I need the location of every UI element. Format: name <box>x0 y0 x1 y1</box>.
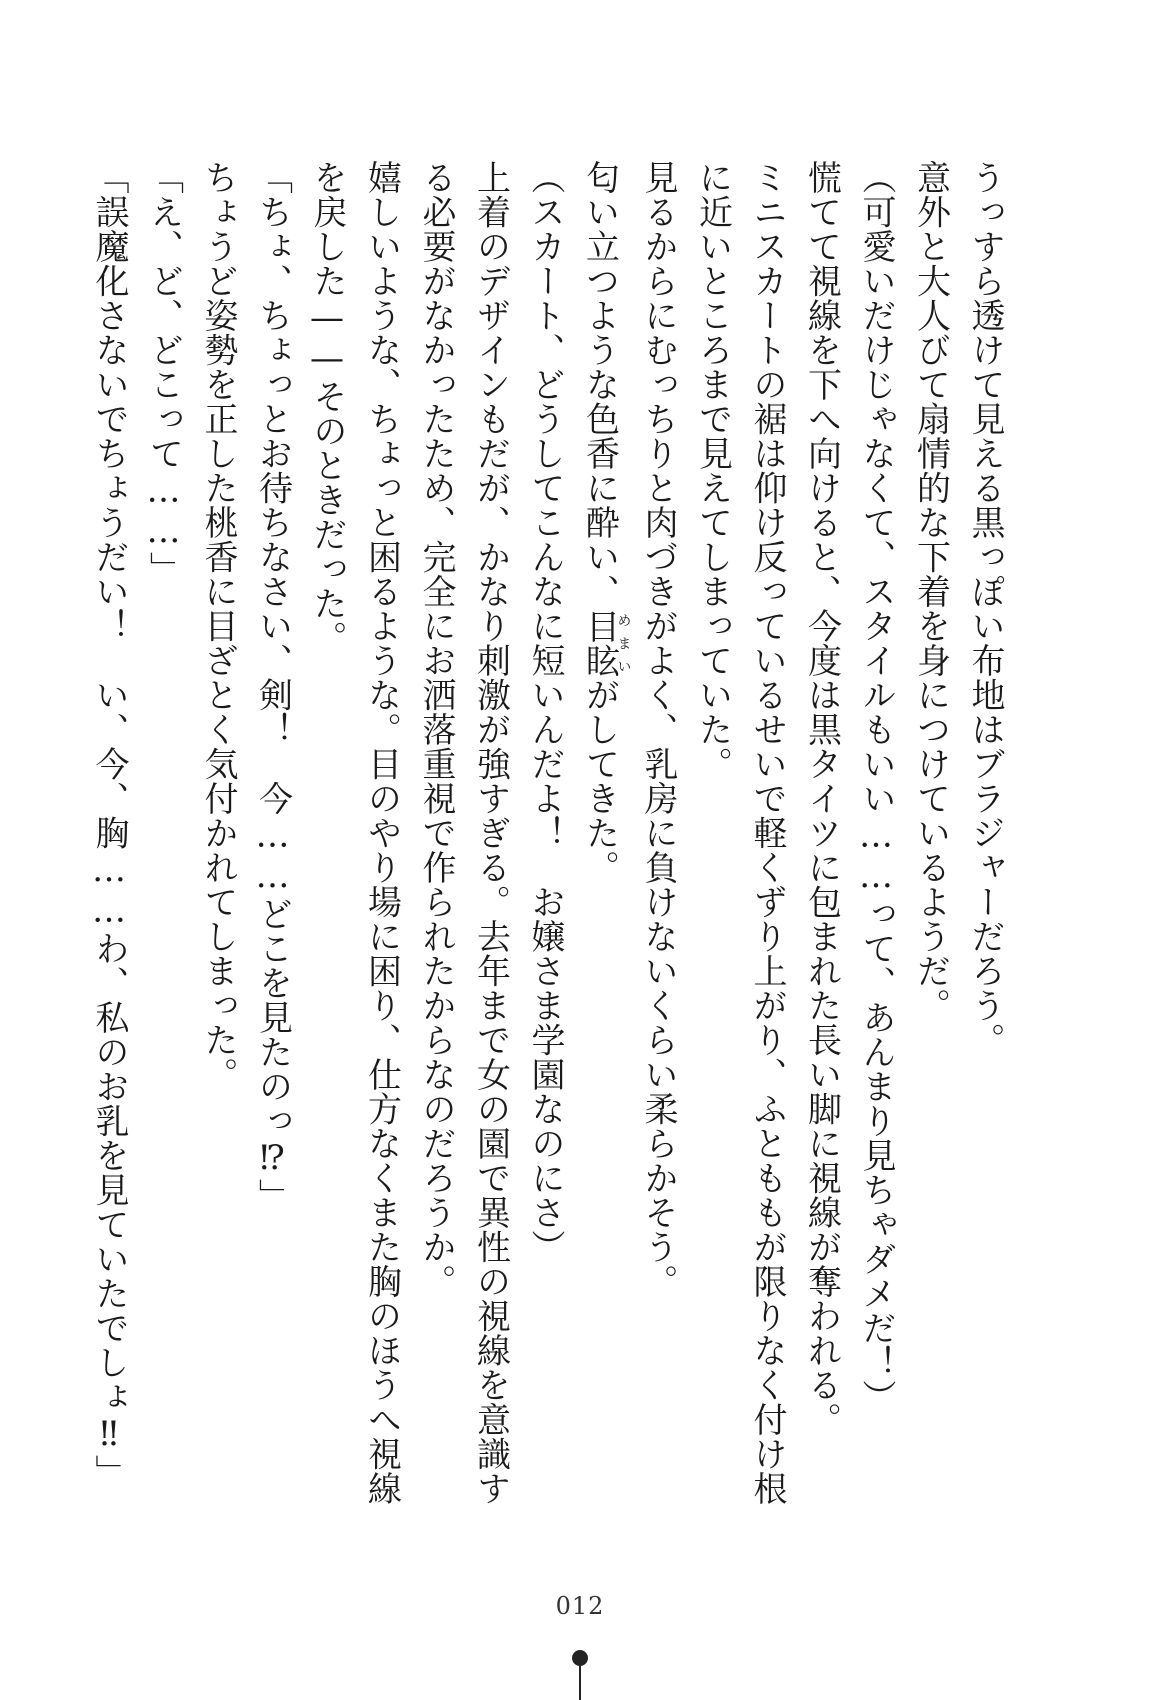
text-line-7: 見るからにむっちりと肉づきがよく、乳房に負けないくらい柔らかそう。 <box>638 160 678 1299</box>
text-line-8 <box>572 160 631 1570</box>
ruby-base: 目眩 <box>579 608 620 678</box>
page-ornament-line <box>579 1664 581 1700</box>
body-text <box>82 160 1013 1570</box>
text-line-13: を戻した——そのときだった。 <box>307 160 347 655</box>
text-line-8-end: がしてきた。 <box>579 677 620 885</box>
text-line-6: に近いところまで見えてしまっていた。 <box>692 160 733 781</box>
text-line-3: （可愛いだけじゃなくて、スタイルもいい……って、あんまり見ちゃダメだ！） <box>856 160 896 1414</box>
text-line-11: る必要がなかったため、完全にお洒落重視で作られたからなのだろうか。 <box>416 160 456 1299</box>
text-line-4: 慌てて視線を下へ向けると、今度は黒タイツに包まれた長い脚に視線が奪われる。 <box>801 160 842 1437</box>
text-line-16: 「え、ど、どこって……」 <box>143 160 184 586</box>
text-line-5: ミニスカートの裾は仰け反っているせいで軽くずり上がり、ふとももが限りなく付け根 <box>747 160 787 1506</box>
text-line-10: 上着のデザインもだが、かなり刺激が強すぎる。去年まで女の園で異性の視線を意識す <box>470 160 511 1506</box>
text-line-17: 「誤魔化さないでちょうだい！ い、今、胸……わ、私のお乳を見ていたでしょ‼」 <box>89 160 129 1489</box>
ruby-reading: めまい <box>615 608 632 678</box>
ruby-word <box>579 608 632 678</box>
text-line-1: うっすら透けて見える黒っぽい布地はブラジャーだろう。 <box>965 160 1005 1057</box>
text-line-12: 嬉しいような、ちょっと困るような。目のやり場に困り、仕方なくまた胸のほうへ視線 <box>361 160 402 1506</box>
text-line-8-start: 匂い立つような色香に酔い、 <box>579 160 620 609</box>
text-line-15: ちょうど姿勢を正した桃香に目ざとく気付かれてしまった。 <box>198 160 238 1092</box>
text-line-14: 「ちょ、ちょっとお待ちなさい、剣！ 今……どこを見たのっ⁉」 <box>252 160 293 1213</box>
page-number: 012 <box>555 1592 605 1620</box>
text-line-2: 意外と大人びて扇情的な下着を身につけているようだ。 <box>910 160 951 1023</box>
text-line-9: （スカート、どうしてこんなに短いんだよ！ お嬢さま学園なのにさ） <box>525 160 565 1264</box>
